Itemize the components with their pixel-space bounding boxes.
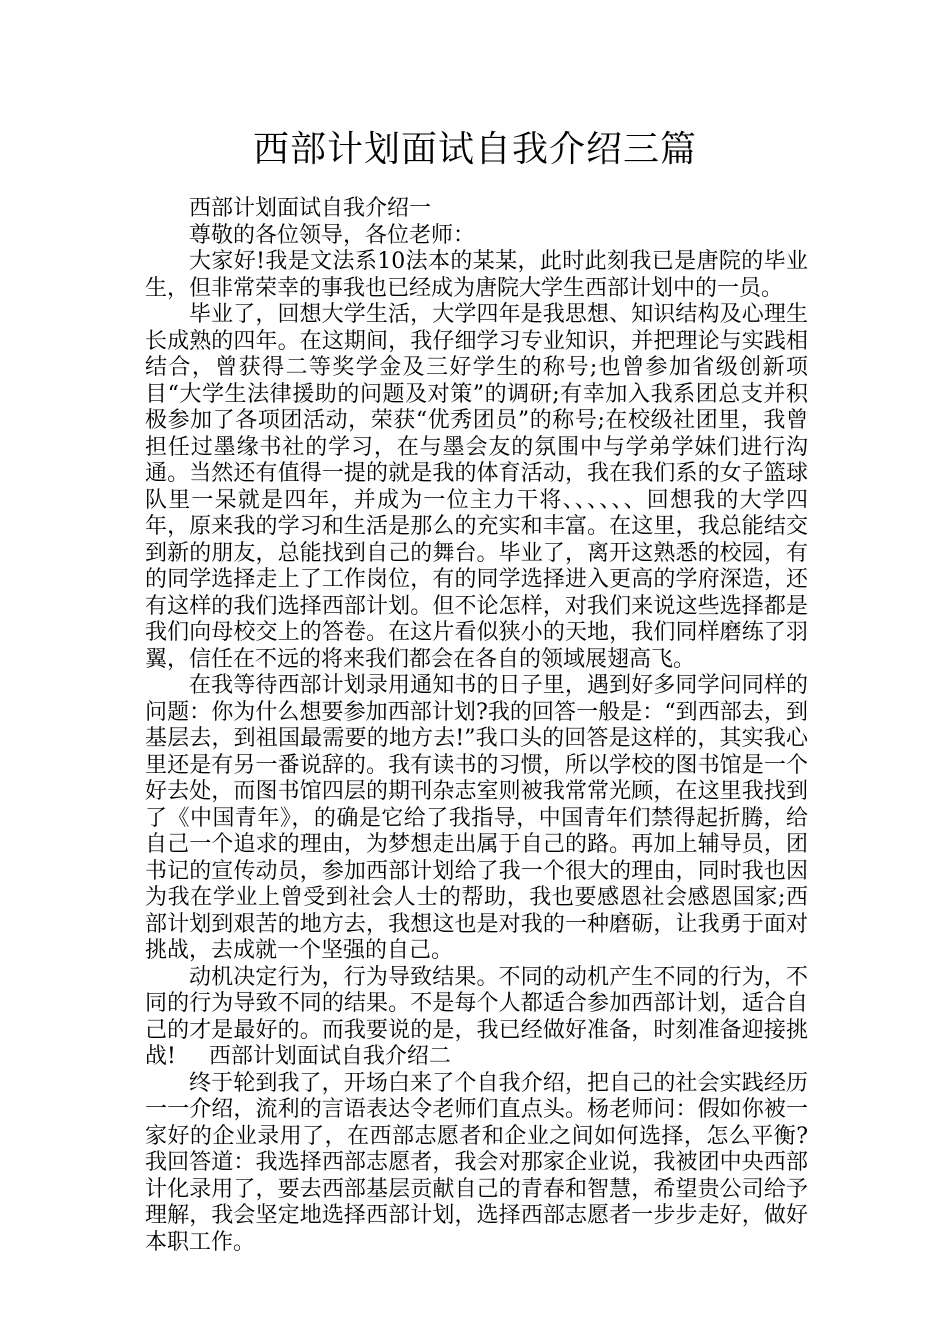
section-heading: 西部计划面试自我介绍一 xyxy=(189,196,432,221)
document-body xyxy=(145,196,808,1256)
document-title: 西部计划面试自我介绍三篇 xyxy=(252,129,697,170)
paragraph: 终于轮到我了，开场白来了个自我介绍，把自己的社会实践经历一一介绍，流利的言语表达令老师们直点头。杨老师问：假如你被一家好的企业录用了，在西部志愿者和企业之间如何选择，怎么平衡?我回答道：我选择西部志愿者，我会对那家企业说，我被团中央西部计化录用了，要去西部基层贡献自己的青春和智慧，希望贵公司给予理解，我会坚定地选择西部计划，选择西部志愿者一步步走好，做好本职工作。 xyxy=(145,1070,808,1255)
paragraph xyxy=(145,965,808,1071)
section-heading: 西部计划面试自我介绍二 xyxy=(208,1044,451,1069)
paragraph: 在我等待西部计划录用通知书的日子里，遇到好多同学问同样的问题：你为什么想要参加西部计划?我的回答一般是：“到西部去，到基层去，到祖国最需要的地方去!”我口头的回答是这样的，其实我心里还是有另一番说辞的。我有读书的习惯，所以学校的图书馆是一个好去处，而图书馆四层的期刊杂志室则被我常常光顾，在这里我找到了《中国青年》，的确是它给了我指导，中国青年们禁得起折腾，给自己一个追求的理由，为梦想走出属于自己的路。再加上辅导员，团书记的宣传动员，参加西部计划给了我一个很大的理由，同时我也因为我在学业上曾受到社会人士的帮助，我也要感恩社会感恩国家;西部计划到艰苦的地方去，我想这也是对我的一种磨砺，让我勇于面对挑战，去成就一个坚强的自己。 xyxy=(145,673,808,963)
closing-text: 动机决定行为，行为导致结果。不同的动机产生不同的行为，不同的行为导致不同的结果。不是每个人都适合参加西部计划，适合自己的才是最好的。而我要说的是，我已经做好准备，时刻准备迎接挑战! xyxy=(145,964,808,1069)
salutation: 尊敬的各位领导，各位老师： xyxy=(189,222,476,248)
paragraph: 大家好!我是文法系10法本的某某，此时此刻我已是唐院的毕业生，但非常荣幸的事我也已经成为唐院大学生西部计划中的一员。 xyxy=(145,249,808,301)
paragraph: 毕业了，回想大学生活，大学四年是我思想、知识结构及心理生长成熟的四年。在这期间，我仔细学习专业知识，并把理论与实践相结合，曾获得二等奖学金及三好学生的称号;也曾参加省级创新项目“大学生法律援助的问题及对策”的调研;有幸加入我系团总支并积极参加了各项团活动，荣获“优秀团员”的称号;在校级社团里，我曾担任过墨缘书社的学习，在与墨会友的氛围中与学弟学妹们进行沟通。当然还有值得一提的就是我的体育活动，我在我们系的女子篮球队里一呆就是四年，并成为一位主力干将、、、、、、回想我的大学四年，原来我的学习和生活是那么的充实和丰富。在这里，我总能结交到新的朋友，总能找到自己的舞台。毕业了，离开这熟悉的校园，有的同学选择走上了工作岗位，有的同学选择进入更高的学府深造，还有这样的我们选择西部计划。但不论怎样，对我们来说这些选择都是我们向母校交上的答卷。在这片看似狭小的天地，我们同样磨练了羽翼，信任在不远的将来我们都会在各自的领域展翅高飞。 xyxy=(145,302,808,672)
